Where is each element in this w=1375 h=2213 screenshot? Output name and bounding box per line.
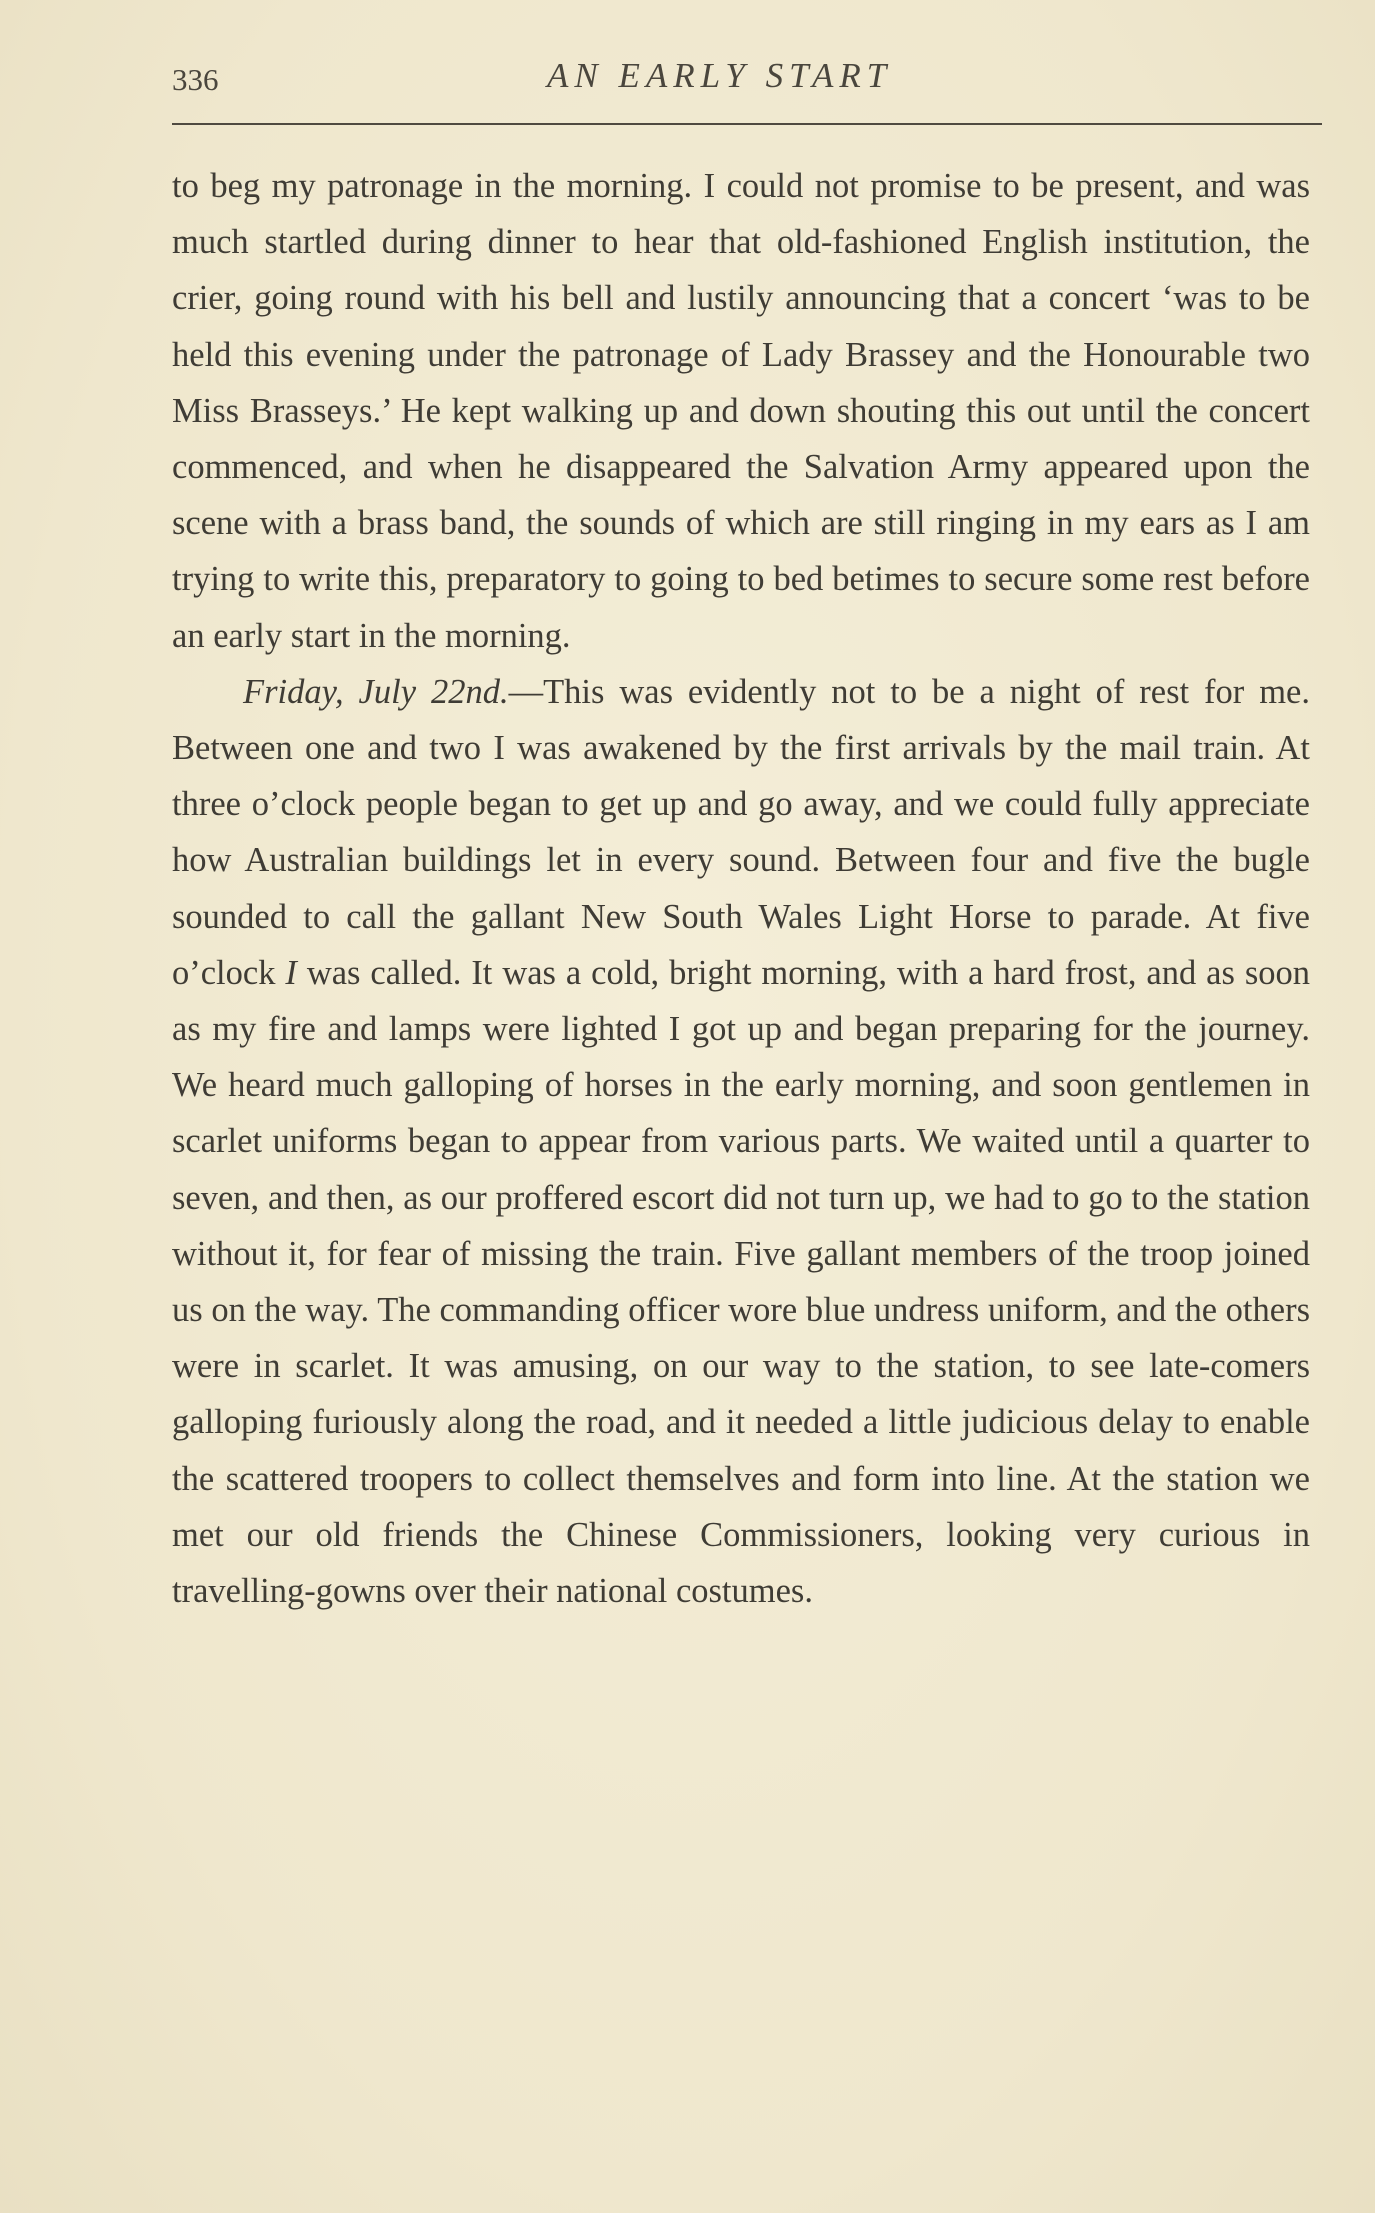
running-title: AN EARLY START	[547, 56, 893, 95]
page-number: 336	[172, 62, 219, 97]
paragraph-1: to beg my patronage in the morning. I could not promise to be present, and was much startled during dinner to hear that old-fashioned English institution, the crier, going round with his bell and lustily announcing that a concert ‘was to be held this evening under the patronage of Lady Brassey and the Honourable two Miss Brasseys.’ He kept walking up and down shouting this out until the concert commenced, and when he disappeared the Salvation Army appeared upon the scene with a brass band, the sounds of which are still ringing in my ears as I am trying to write this, preparatory to going to bed betimes to secure some rest before an early start in the morning.	[172, 167, 1310, 655]
paragraph-2-text-b: was called. It was a cold, bright morning, with a hard frost, and as soon as my fire and lamps were lighted I got up and began preparing for the journey. We heard much galloping of horses in the early morning, and soon gentlemen in scarlet uniforms began to appear from various parts. We waited until a quarter to seven, and then, as our proffered escort did not turn up, we had to go to the station without it, for fear of missing the train. Five gallant members of the troop joined us on the way. The commanding officer wore blue undress uniform, and the others were in scarlet. It was amusing, on our way to the station, to see late-comers galloping furiously along the road, and it needed a little judicious delay to enable the scattered troopers to collect themselves and form into line. At the station we met our old friends the Chinese Commissioners, looking very curious in travelling-gowns over their national costumes.	[172, 953, 1311, 1611]
header-rule	[172, 123, 1322, 125]
running-head	[172, 52, 1322, 102]
body-text	[172, 158, 1310, 1619]
diary-date: Friday, July 22nd.	[243, 672, 509, 711]
paragraph-2	[172, 664, 1310, 1619]
italic-pronoun: I	[285, 953, 297, 992]
paragraph-2-text-a: —This was evidently not to be a night of rest for me. Between one and two I was awakened by the first arrivals by the mail train. At three o’clock people began to get up and go away, and we could fully appreciate how Australian buildings let in every sound. Between four and five the bugle sounded to call the gallant New South Wales Light Horse to parade. At five o’clock	[172, 672, 1310, 992]
